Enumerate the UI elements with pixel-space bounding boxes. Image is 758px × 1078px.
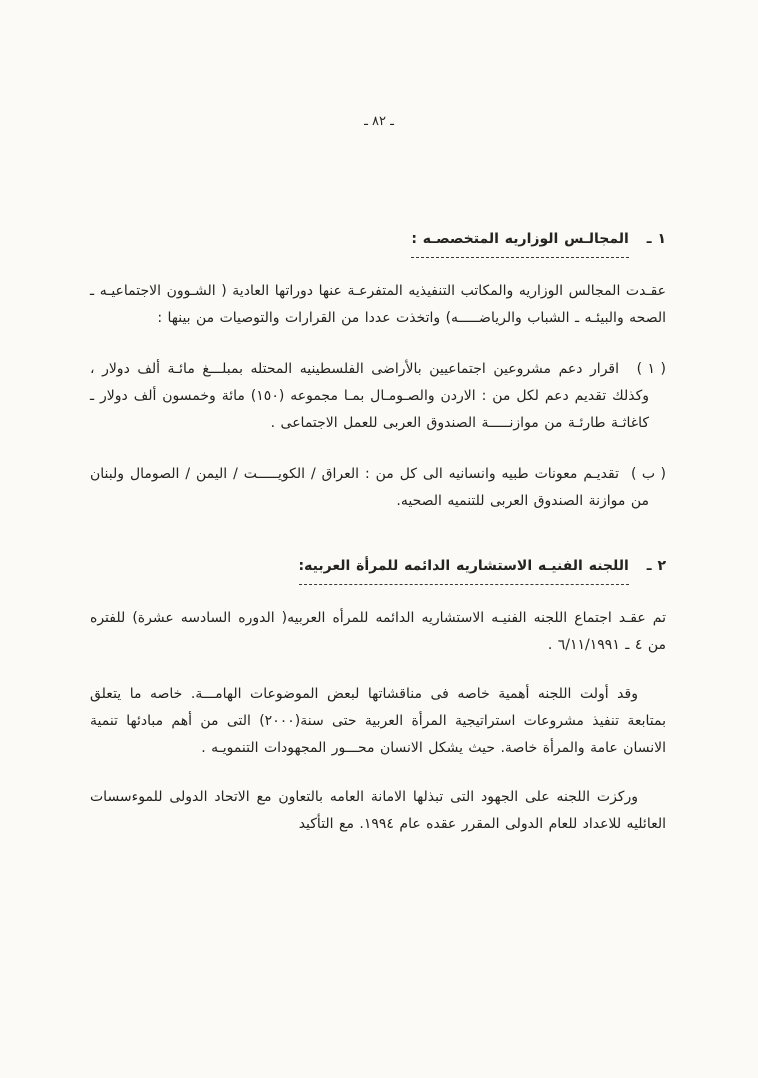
section-2-paragraph-1: تم عقـد اجتماع اللجنه الفنيـه الاستشاريه الدائمه للمرأه العربيه( الدوره السادسه عشرة) للفتره من ٤ ـ ٦/١١/١٩٩١ .	[90, 610, 666, 653]
section-2-heading	[90, 553, 666, 585]
section-2-paragraph-3: وركزت اللجنه على الجهود التى تبذلها الامانة العامه بالتعاون مع الاتحاد الدولى للموءسسات العائليه للاعداد للعام الدولى المقرر عقده عام ١٩٩٤. مع التأكيد	[90, 789, 666, 832]
section-1-intro-paragraph: عقـدت المجالس الوزاريه والمكاتب التنفيذيه المتفرعـة عنها دوراتها العادية ( الشـوون الاجتماعيـه ـ الصحه والبيئـه ـ الشباب والرياضـــــه) واتخذت عددا من القرارات والتوصيات من بينها :	[90, 283, 666, 326]
section-1-title: المجالـس الوزاريه المتخصصـه :	[411, 226, 628, 258]
document-content	[90, 226, 666, 838]
list-item-a-text: اقرار دعم مشروعين اجتماعيين بالأراضى الفلسطينيه المحتله بمبلـــغ مائـة ألف دولار ، وكذلك تقديم دعم لكل من : الاردن والصـومـال بمـا مجموعه (١٥٠) مائة وخمسون ألف دولار ـ كاغاثـة طارئـة من موازنـــــة الصندوق العربى للعمل الاجتماعى .	[90, 361, 649, 431]
list-item-b-text: تقديـم معونات طبيه وانسانيه الى كل من : العراق / الكويـــــت / اليمن / الصومال ولبنان من موازنة الصندوق العربى للتنميه الصحيه.	[90, 466, 649, 509]
list-item-a	[90, 356, 666, 437]
list-item-a-marker: ( ١ )	[636, 361, 666, 377]
list-item-b-marker: ( ب )	[630, 466, 666, 482]
section-2-paragraph-2: وقد أولت اللجنه أهمية خاصه فى مناقشاتها لبعض الموضوعات الهامـــة. خاصه ما يتعلق بمتابعة تنفيذ مشروعات استراتيجية المرأة العربية حتى سنة(٢٠٠٠) التى من أهم مبادئها تنمية الانسان عامة والمرأة خاصة. حيث يشكل الانسان محـــور المجهودات التنمويـه .	[90, 686, 666, 756]
page-number: ـ ٨٢ ـ	[364, 114, 394, 129]
section-1-number: ١ ـ	[646, 231, 666, 247]
section-1-heading	[90, 226, 666, 258]
section-2-number: ٢ ـ	[646, 558, 666, 574]
list-item-b	[90, 461, 666, 515]
section-2-title: اللجنه الفنيـه الاستشاريه الدائمه للمرأة العربيه:	[299, 553, 629, 585]
